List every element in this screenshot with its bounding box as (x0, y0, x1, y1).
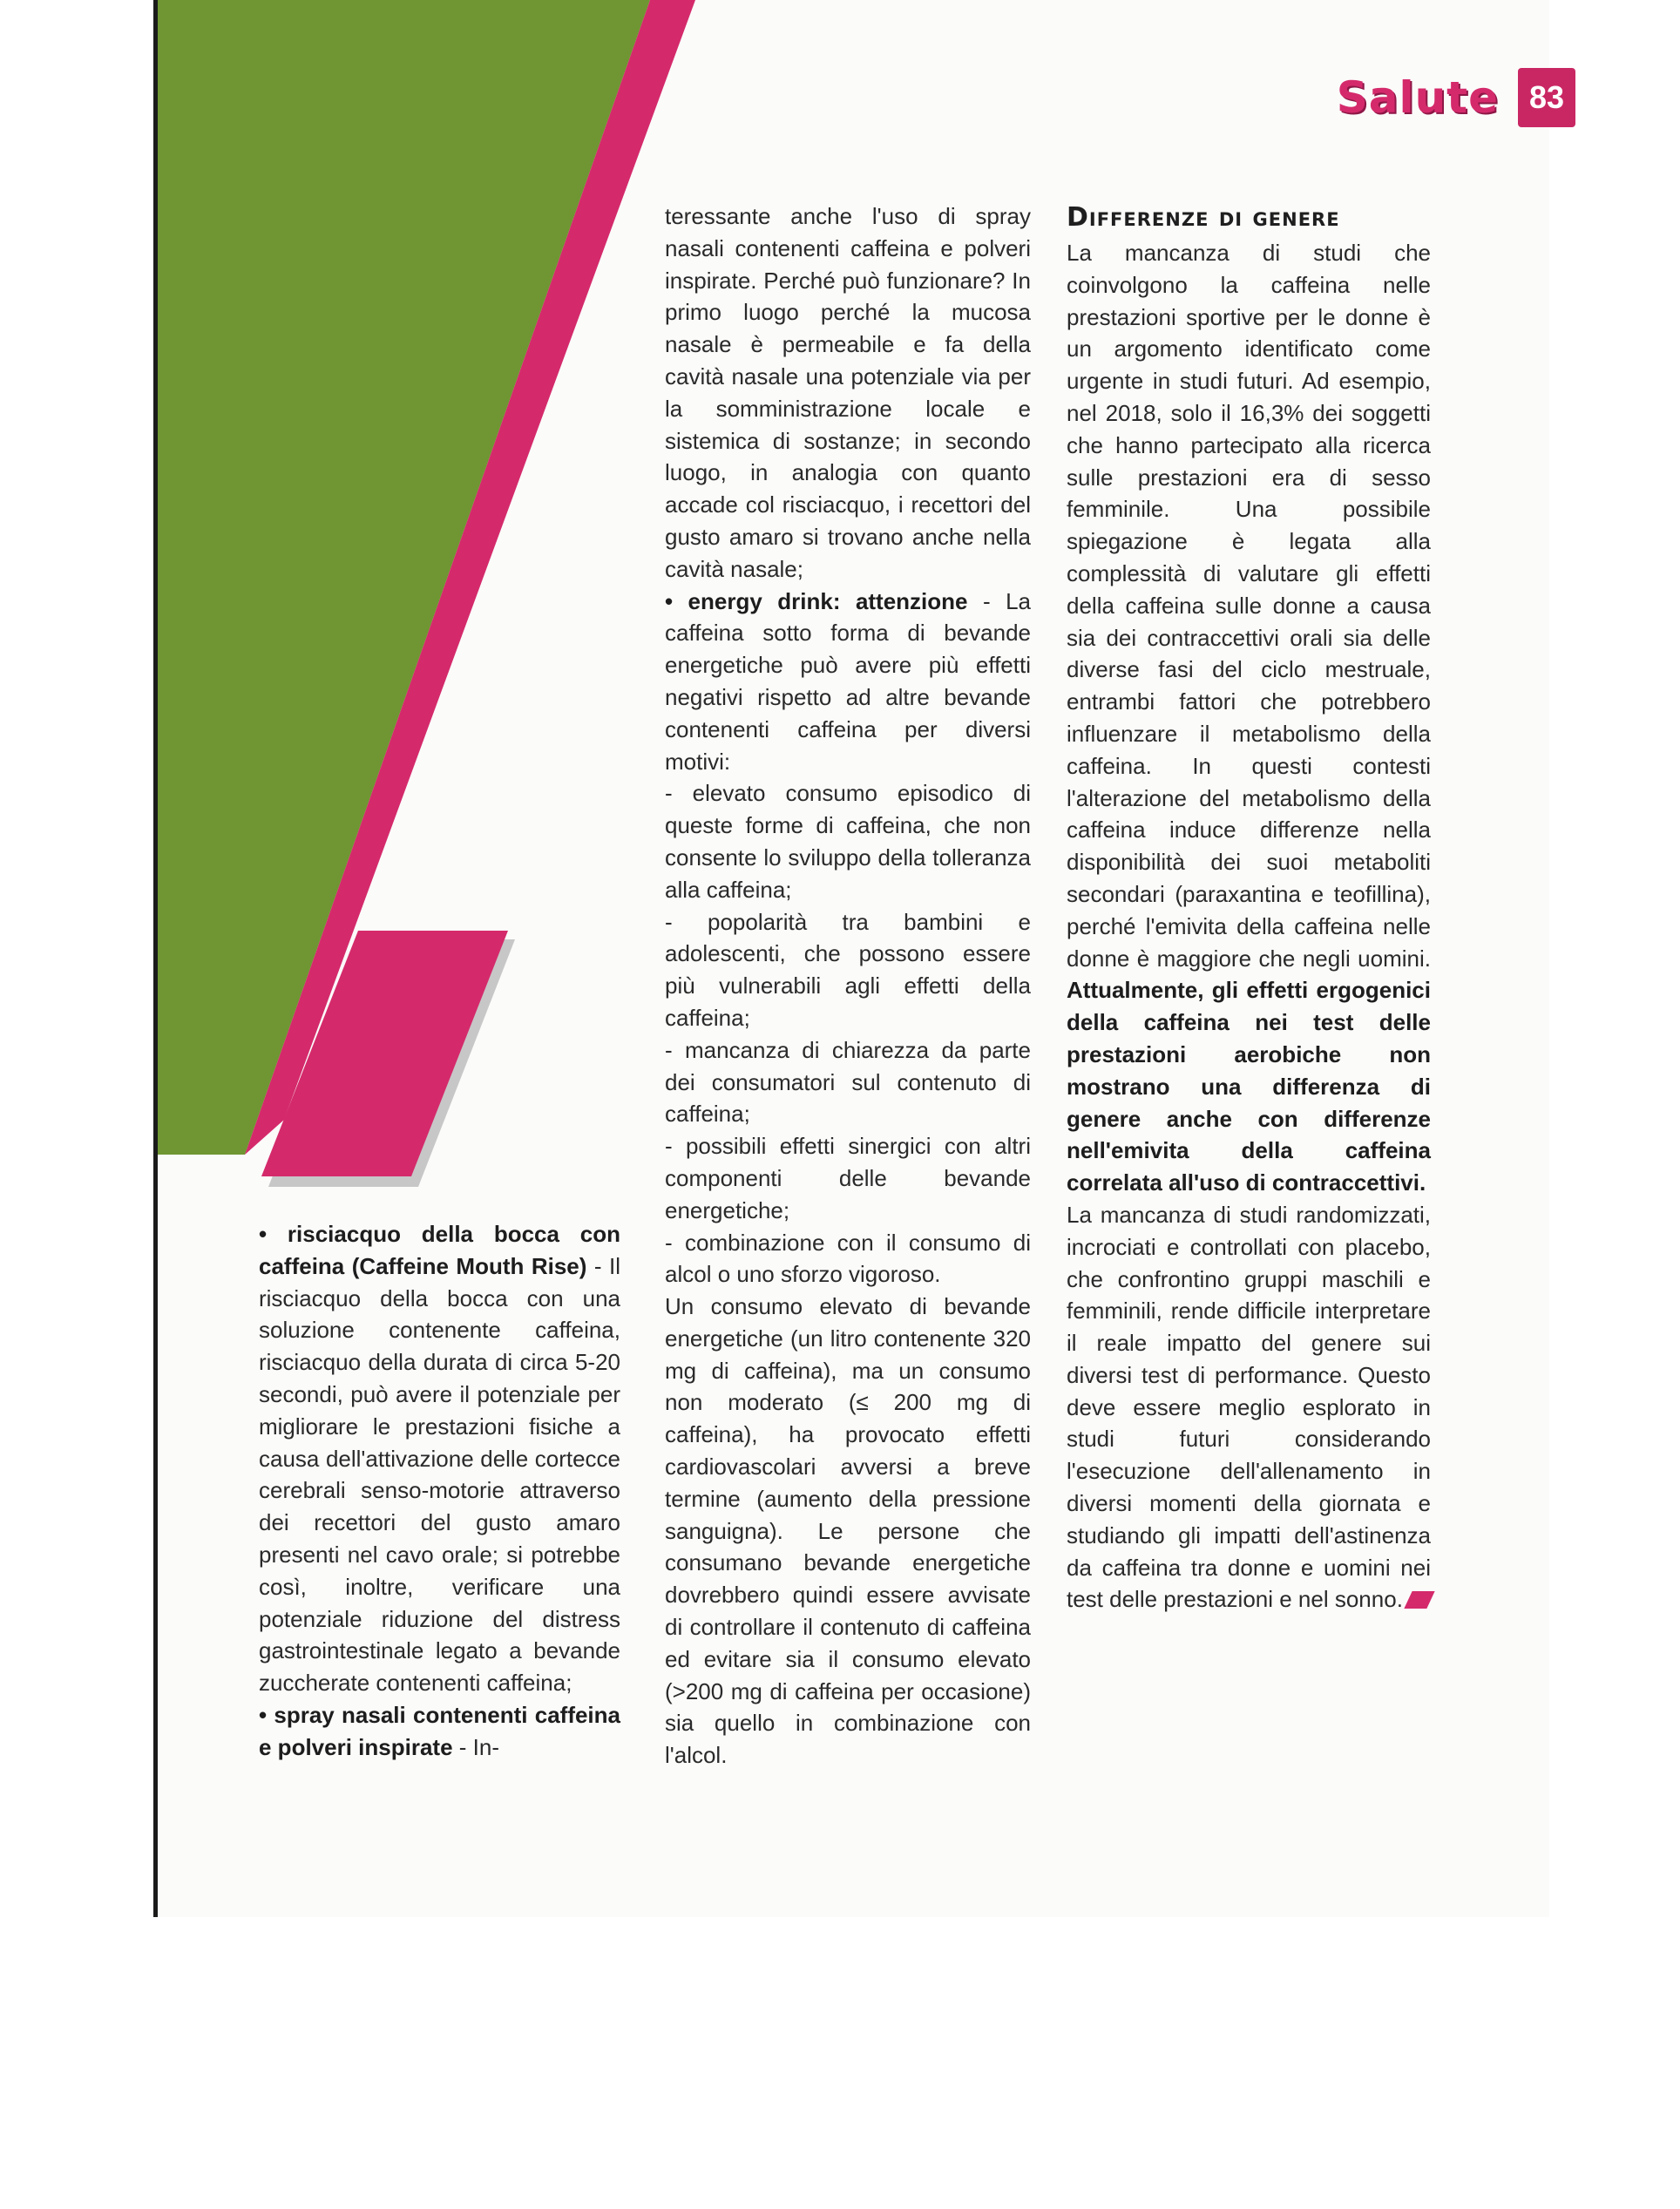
paragraph (259, 1699, 620, 1764)
bold-lead: • risciacquo della bocca con caffeina (Caffeine Mouth Rise) (259, 1221, 620, 1279)
section-title: Salute (1336, 72, 1499, 123)
paragraph (259, 1218, 620, 1699)
list-item: - popolarità tra bambini e adolescenti, che possono essere più vulnerabili agli effetti della caffeina; (665, 908, 1031, 1031)
list-item: - elevato consumo episodico di queste forme di caffeina, che non consente lo sviluppo della tolleranza alla caffeina; (665, 780, 1031, 903)
list-item: - combinazione con il consumo di alcol o uno sforzo vigoroso. (665, 1229, 1031, 1288)
body-text: - In- (452, 1733, 499, 1760)
page-spine (153, 0, 158, 1917)
paragraph: Un consumo elevato di bevande energetiche (un litro contenente 320 mg di caffeina), ma un consumo non moderato (≤ 200 mg di caffeina), ha provocato effetti cardiovascolari avversi a breve termine (aumento della pressione sanguigna). Le persone che consumano bevande energetiche dovrebbero quindi essere avvisate di controllare il contenuto di caffeina ed evitare sia il consumo elevato (>200 mg di caffeina per occasione) sia quello in combinazione con l'alcol. (665, 1293, 1031, 1769)
list-item: - possibili effetti sinergici con altri componenti delle bevande energetiche; (665, 1133, 1031, 1223)
paragraph: teressante anche l'uso di spray nasali contenenti caffeina e polveri inspirate. Perché può funzionare? In primo luogo perché la mucosa nasale è permeabile e fa della cavità nasale una potenziale via per la somministrazione locale e sistemica di sostanze; in secondo luogo, in analogia con quanto accade col risciacquo, i recettori del gusto amaro si trovano anche nella cavità nasale; (665, 203, 1031, 582)
bold-lead: • energy drink: attenzione (665, 587, 968, 614)
list-item: - mancanza di chiarezza da parte dei consumatori sul contenuto di caffeina; (665, 1036, 1031, 1128)
paragraph (665, 586, 1031, 778)
column-3 (1067, 200, 1431, 1616)
body-text: La mancanza di studi che coinvolgono la caffeina nelle prestazioni sportive per le donne è un argomento identificato come urgente in studi futuri. Ad esempio, nel 2018, solo il 16,3% dei soggetti che hanno partecipato alla ricerca sulle prestazioni era di sesso femminile. Una possibile spiegazione è legata alla complessità di valutare gli effetti della caffeina sulle donne a causa sia dei contraccettivi orali sia delle diverse fasi del ciclo mestruale, entrambi fattori che potrebbero influenzare il metabolismo della caffeina. In questi contesti l'alterazione del metabolismo della caffeina induce differenze nella disponibilità dei suoi metaboliti secondari (paraxantina e teofillina), perché l'emivita della caffeina nelle donne è maggiore che negli uomini. (1067, 240, 1431, 972)
paragraph (1067, 1199, 1431, 1616)
end-mark-icon (1404, 1591, 1434, 1609)
body-text: - La caffeina sotto forma di bevande energetiche può avere più effetti negativi rispetto ad altre bevande contenenti caffeina per diversi motivi: (665, 587, 1031, 775)
column-1 (259, 1218, 620, 1764)
body-text: La mancanza di studi randomizzati, incrociati e controllati con placebo, che confrontino gruppi maschili e femminili, rende difficile interpretare il reale impatto del genere sui diversi test di performance. Questo deve essere meglio esplorato in studi futuri considerando l'esecuzione dell'allenamento in diversi momenti della giornata e studiando gli impatti dell'astinenza da caffeina tra donne e uomini nei test delle prestazioni e nel sonno. (1067, 1201, 1431, 1613)
paragraph (1067, 237, 1431, 1199)
page-number: 83 (1518, 68, 1575, 127)
bold-text: Attualmente, gli effetti ergogenici della caffeina nei test delle prestazioni aerobiche non mostrano una differenza di genere anche con differenze nell'emivita della caffeina correlata all'uso di contraccettivi. (1067, 977, 1431, 1196)
column-2 (665, 200, 1031, 1772)
page-header (1337, 63, 1575, 132)
section-heading: Differenze di genere (1067, 202, 1340, 233)
bold-lead: • spray nasali contenenti caffeina e polveri inspirate (259, 1701, 620, 1760)
body-text: - Il risciacquo della bocca con una soluzione contenente caffeina, risciacquo della durata di circa 5-20 secondi, può avere il potenziale per migliorare le prestazioni fisiche a causa dell'attivazione delle cortecce cerebrali senso-motorie attraverso dei recettori del gusto amaro presenti nel cavo orale; si potrebbe così, inoltre, verificare una potenziale riduzione del distress gastrointestinale legato a bevande zuccherate contenenti caffeina; (259, 1252, 620, 1697)
